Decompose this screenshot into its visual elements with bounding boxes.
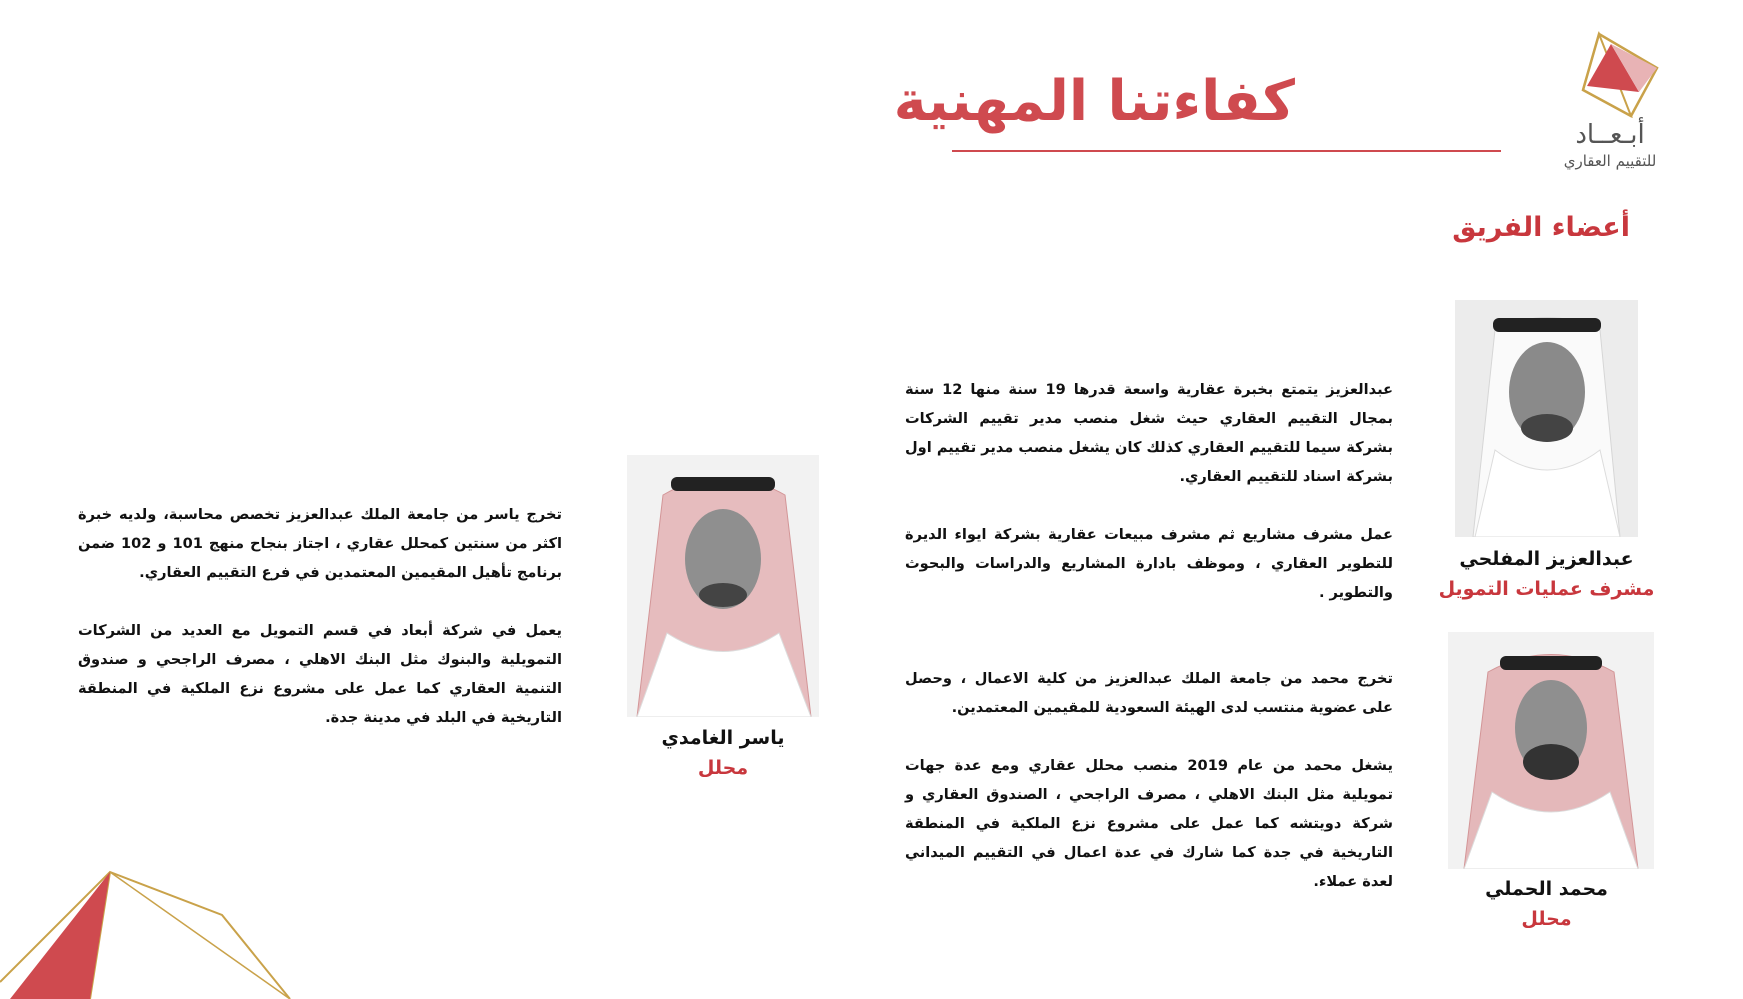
member-role: مشرف عمليات التمويل — [1438, 578, 1655, 600]
section-title: أعضاء الفريق — [1452, 212, 1630, 243]
logo-tagline: للتقييم العقاري — [1563, 152, 1657, 170]
bio-paragraph: يشغل محمد من عام 2019 منصب محلل عقاري ومع عدة جهات تمويلية مثل البنك الاهلي ، مصرف الراجحي ، الصندوق العقاري و شركة دويتشه كما عمل على مشروع نزع الملكية في المنطقة التاريخية في جدة كما شارك في عدة اعمال في التقييم الميداني لعدة عملاء. — [905, 757, 1393, 890]
member-photo-abdulaziz — [1455, 300, 1638, 537]
member-name: محمد الحملي — [1485, 878, 1608, 900]
member-bio-yasser — [78, 500, 562, 732]
member-role: محلل — [697, 757, 749, 779]
member-role: محلل — [1521, 908, 1572, 930]
decorative-polygon-icon — [0, 860, 300, 999]
bio-paragraph: تخرج ياسر من جامعة الملك عبدالعزيز تخصص محاسبة، ولديه خبرة اكثر من سنتين كمحلل عقاري ، اجتاز بنجاح منهج 101 و 102 ضمن برنامج تأهيل المقيمين المعتمدين في فرع التقييم العقاري. — [78, 506, 563, 581]
member-bio-abdulaziz — [905, 375, 1393, 607]
person-silhouette-icon — [1448, 632, 1654, 869]
bio-paragraph: تخرج محمد من جامعة الملك عبدالعزيز من كلية الاعمال ، وحصل على عضوية منتسب لدى الهيئة السعودية للمقيمين المعتمدين. — [905, 670, 1393, 716]
member-photo-yasser — [627, 455, 819, 717]
member-name: عبدالعزيز المفلحي — [1459, 548, 1634, 570]
member-photo-mohammed — [1448, 632, 1654, 869]
page-title: كفاءتنا المهنية — [893, 69, 1295, 134]
bio-paragraph: عمل مشرف مشاريع ثم مشرف مبيعات عقارية بشركة ايواء الديرة للتطوير العقاري ، وموظف بادارة المشاريع والدراسات والبحوث والتطوير . — [905, 526, 1393, 601]
member-bio-mohammed — [905, 664, 1393, 896]
person-silhouette-icon — [627, 455, 819, 717]
bio-paragraph: عبدالعزيز يتمتع بخبرة عقارية واسعة قدرها 19 سنة منها 12 سنة بمجال التقييم العقاري حيث شغل منصب مدير تقييم الشركات بشركة سيما للتقييم العقاري كذلك كان يشغل منصب مدير تقييم اول بشركة اسناد للتقييم العقاري. — [905, 381, 1393, 485]
abaad-logo-icon — [1565, 28, 1671, 120]
title-underline — [952, 150, 1501, 152]
member-name: ياسر الغامدي — [661, 727, 785, 749]
bio-paragraph: يعمل في شركة أبعاد في قسم التمويل مع العديد من الشركات التمويلية والبنوك مثل البنك الاهلي ، مصرف الراجحي و صندوق التنمية العقاري كما عمل على مشروع نزع الملكية في المنطقة التاريخية في البلد في مدينة جدة. — [78, 622, 562, 726]
logo-name: أبـعــاد — [1575, 120, 1645, 150]
person-silhouette-icon — [1455, 300, 1638, 537]
